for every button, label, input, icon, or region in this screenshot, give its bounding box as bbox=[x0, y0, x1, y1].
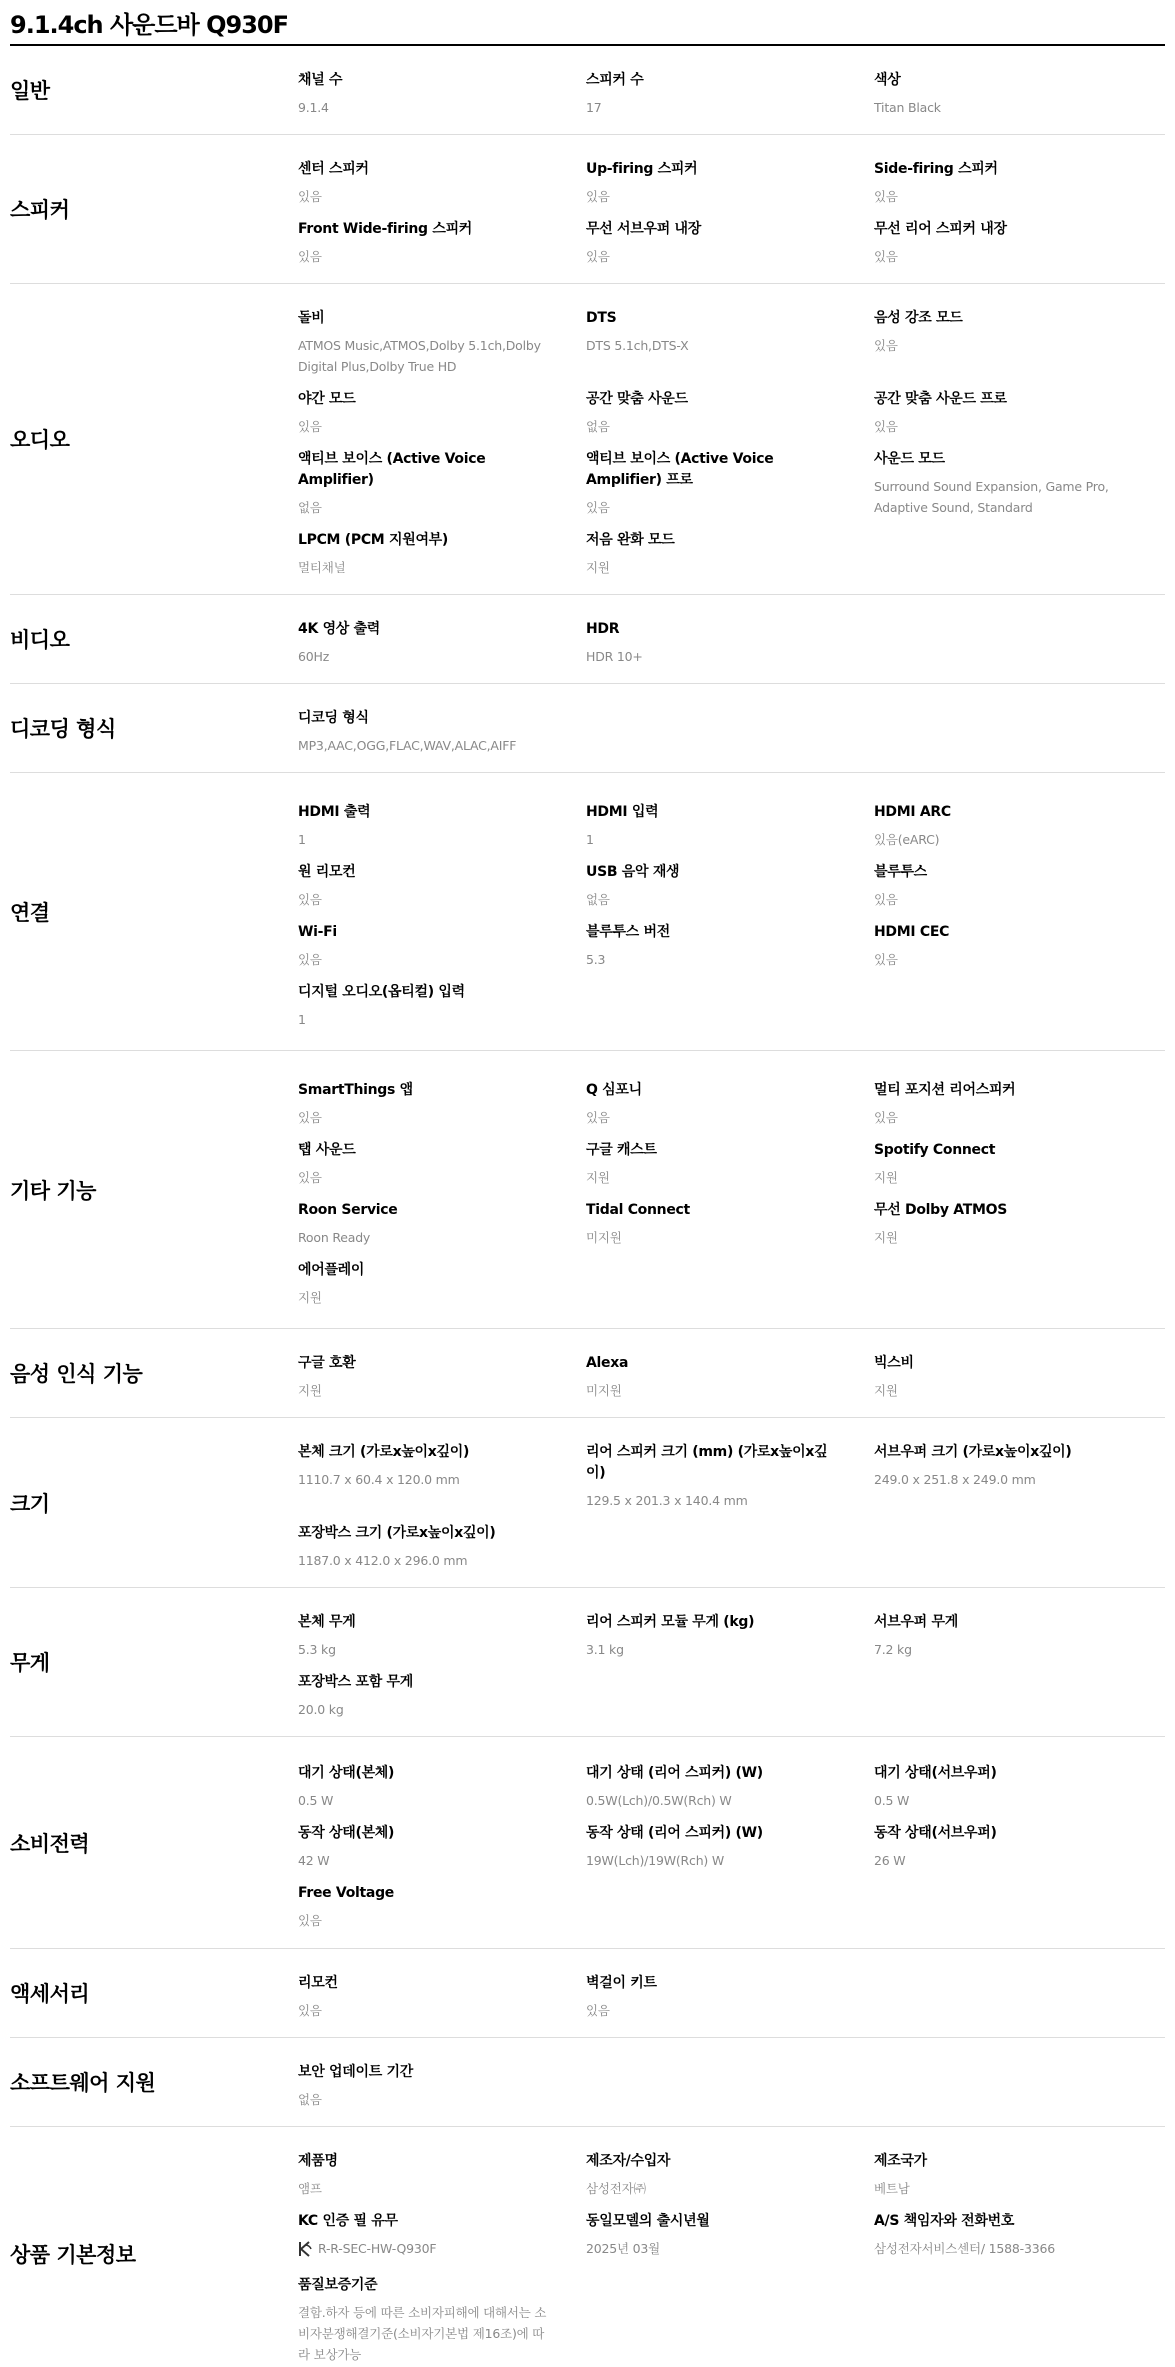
spec-value: 1110.7 x 60.4 x 120.0 mm bbox=[298, 1472, 460, 1487]
section-title: 소프트웨어 지원 bbox=[10, 2071, 156, 2095]
spec-label: HDMI 출력 bbox=[298, 803, 371, 820]
spec-section bbox=[10, 46, 1165, 135]
spec-value: 없음 bbox=[586, 891, 610, 907]
spec-value: 있음 bbox=[298, 1109, 322, 1125]
spec-item bbox=[298, 58, 586, 118]
spec-label: Alexa bbox=[586, 1355, 629, 1371]
spec-item bbox=[874, 1811, 1162, 1871]
spec-label: 무선 서브우퍼 내장 bbox=[586, 221, 701, 237]
spec-label: 동일모델의 출시년월 bbox=[586, 2213, 710, 2229]
spec-value: 있음 bbox=[298, 951, 322, 967]
spec-value: MP3,AAC,OGG,FLAC,WAV,ALAC,AIFF bbox=[298, 738, 517, 753]
spec-item bbox=[874, 1341, 1162, 1401]
spec-value: 없음 bbox=[586, 419, 610, 434]
kc-mark-icon bbox=[298, 2241, 312, 2257]
spec-label: 에어플레이 bbox=[298, 1261, 365, 1278]
spec-item bbox=[586, 377, 874, 437]
spec-item bbox=[298, 377, 586, 437]
spec-label: 동작 상태(서브우퍼) bbox=[874, 1824, 997, 1841]
spec-label: 채널 수 bbox=[298, 72, 343, 88]
spec-value: 지원 bbox=[586, 560, 610, 575]
spec-label: Spotify Connect bbox=[874, 1141, 996, 1158]
spec-value: 있음 bbox=[586, 2003, 610, 2018]
spec-grid bbox=[298, 2127, 1165, 2367]
spec-value: 있음 bbox=[298, 2003, 322, 2018]
spec-section bbox=[10, 1329, 1165, 1418]
spec-item bbox=[298, 437, 586, 518]
spec-value: 지원 bbox=[298, 1383, 322, 1398]
spec-value: 2025년 03월 bbox=[586, 2241, 661, 2256]
spec-item bbox=[874, 296, 1162, 377]
spec-item bbox=[298, 1511, 586, 1571]
spec-label: 보안 업데이트 기간 bbox=[298, 2064, 413, 2080]
spec-label: Q 심포니 bbox=[586, 1081, 642, 1098]
spec-item bbox=[298, 2263, 586, 2365]
spec-value: DTS 5.1ch,DTS-X bbox=[586, 338, 689, 353]
spec-label: 야간 모드 bbox=[298, 391, 356, 407]
spec-item bbox=[586, 1751, 874, 1811]
spec-label: Up-firing 스피커 bbox=[586, 161, 698, 177]
spec-value: 없음 bbox=[298, 500, 322, 515]
spec-section bbox=[10, 684, 1165, 773]
spec-item bbox=[874, 207, 1162, 267]
spec-label: 색상 bbox=[874, 72, 901, 88]
spec-item bbox=[586, 1128, 874, 1188]
spec-item bbox=[298, 296, 586, 377]
spec-item bbox=[874, 437, 1162, 518]
kc-cert-number: R-R-SEC-HW-Q930F bbox=[318, 2241, 437, 2256]
spec-value: 19W(Lch)/19W(Rch) W bbox=[586, 1852, 725, 1868]
spec-value: 있음 bbox=[874, 249, 898, 264]
spec-grid bbox=[298, 1588, 1165, 1736]
spec-item bbox=[586, 1600, 874, 1660]
spec-item bbox=[874, 1430, 1162, 1511]
spec-grid bbox=[298, 46, 1165, 134]
spec-value: 249.0 x 251.8 x 249.0 mm bbox=[874, 1472, 1036, 1487]
spec-value: 20.0 kg bbox=[298, 1702, 344, 1717]
spec-item bbox=[298, 1871, 586, 1931]
spec-item bbox=[298, 2139, 586, 2199]
spec-item bbox=[298, 696, 586, 756]
spec-section bbox=[10, 1588, 1165, 1737]
section-title: 기타 기능 bbox=[10, 1178, 96, 1203]
spec-item bbox=[874, 1128, 1162, 1188]
spec-label: 리모컨 bbox=[298, 1975, 338, 1991]
section-title: 오디오 bbox=[10, 428, 70, 452]
spec-label: 빅스비 bbox=[874, 1355, 914, 1371]
spec-value: 지원 bbox=[874, 1169, 898, 1185]
spec-label: A/S 책임자와 전화번호 bbox=[874, 2213, 1015, 2229]
spec-value: 있음 bbox=[874, 419, 898, 434]
spec-value: 결함.하자 등에 따른 소비자피해에 대해서는 소비자분쟁해결기준(소비자기본법 제16조)에 따라 보상가능 bbox=[298, 2304, 547, 2362]
spec-section bbox=[10, 1949, 1165, 2038]
spec-grid bbox=[298, 1329, 1165, 1417]
spec-label: 사운드 모드 bbox=[874, 451, 945, 467]
spec-grid bbox=[298, 284, 1165, 594]
spec-value: 앰프 bbox=[298, 2181, 322, 2196]
spec-item bbox=[586, 1430, 874, 1511]
spec-grid bbox=[298, 1739, 1165, 1947]
spec-value: 1 bbox=[298, 1011, 306, 1027]
spec-item bbox=[586, 607, 874, 667]
spec-label: 구글 호환 bbox=[298, 1355, 356, 1371]
spec-value: 있음 bbox=[298, 1169, 322, 1185]
spec-label: HDMI 입력 bbox=[586, 803, 659, 820]
spec-label: 본체 무게 bbox=[298, 1614, 356, 1630]
spec-label: 탭 사운드 bbox=[298, 1141, 356, 1158]
section-title: 비디오 bbox=[10, 628, 70, 652]
spec-item bbox=[586, 2139, 874, 2199]
spec-item bbox=[874, 2139, 1162, 2199]
spec-item bbox=[586, 910, 874, 970]
spec-label: 제조국가 bbox=[874, 2153, 927, 2169]
spec-value: 미지원 bbox=[586, 1229, 622, 1245]
spec-label: 액티브 보이스 (Active Voice Amplifier) bbox=[298, 451, 486, 488]
spec-section bbox=[10, 284, 1165, 595]
spec-grid bbox=[298, 135, 1165, 283]
spec-item bbox=[874, 1600, 1162, 1660]
spec-section bbox=[10, 1737, 1165, 1949]
spec-label: 공간 맞춤 사운드 프로 bbox=[874, 391, 1007, 407]
spec-item bbox=[298, 850, 586, 910]
spec-value: 지원 bbox=[586, 1169, 610, 1185]
spec-section bbox=[10, 2127, 1165, 2367]
spec-value: 삼성전자㈜ bbox=[586, 2181, 646, 2196]
spec-item bbox=[298, 790, 586, 850]
spec-label: 디지털 오디오(옵티컬) 입력 bbox=[298, 983, 465, 1000]
section-title: 무게 bbox=[10, 1651, 50, 1675]
spec-label: 센터 스피커 bbox=[298, 161, 369, 177]
section-title: 연결 bbox=[10, 900, 50, 925]
spec-value: 있음 bbox=[298, 419, 322, 434]
spec-value: 있음 bbox=[298, 891, 322, 907]
spec-label: 원 리모컨 bbox=[298, 863, 356, 880]
spec-item bbox=[586, 58, 874, 118]
spec-section bbox=[10, 1051, 1165, 1329]
spec-label: Roon Service bbox=[298, 1201, 398, 1218]
spec-grid bbox=[298, 1949, 1165, 2037]
spec-label: 저음 완화 모드 bbox=[586, 532, 675, 548]
spec-value: 있음 bbox=[298, 189, 322, 204]
spec-item bbox=[298, 1068, 586, 1128]
spec-value: 26 W bbox=[874, 1852, 906, 1868]
spec-value: 5.3 kg bbox=[298, 1642, 336, 1657]
spec-item bbox=[298, 1751, 586, 1811]
spec-value: 129.5 x 201.3 x 140.4 mm bbox=[586, 1493, 748, 1508]
spec-label: 대기 상태(본체) bbox=[298, 1764, 395, 1781]
spec-value: 3.1 kg bbox=[586, 1642, 624, 1657]
spec-value: 1 bbox=[298, 831, 306, 847]
spec-item bbox=[298, 1430, 586, 1511]
spec-item bbox=[586, 1961, 874, 2021]
spec-value: 멀티채널 bbox=[298, 560, 346, 575]
spec-value: 없음 bbox=[298, 2092, 322, 2107]
spec-label: Side-firing 스피커 bbox=[874, 161, 998, 177]
spec-label: 무선 리어 스피커 내장 bbox=[874, 221, 1007, 237]
spec-label: Tidal Connect bbox=[586, 1201, 690, 1218]
spec-value: 지원 bbox=[298, 1289, 322, 1305]
spec-item bbox=[586, 1811, 874, 1871]
spec-grid bbox=[298, 2038, 1165, 2126]
spec-value: 지원 bbox=[874, 1383, 898, 1398]
spec-value: 있음 bbox=[874, 338, 898, 353]
section-title: 디코딩 형식 bbox=[10, 717, 116, 741]
spec-item bbox=[298, 910, 586, 970]
spec-item bbox=[874, 1751, 1162, 1811]
spec-item bbox=[586, 296, 874, 377]
spec-item bbox=[298, 970, 586, 1030]
spec-section bbox=[10, 2038, 1165, 2127]
spec-label: 서브우퍼 무게 bbox=[874, 1614, 958, 1630]
spec-grid bbox=[298, 1418, 1165, 1587]
spec-label: HDMI ARC bbox=[874, 803, 951, 820]
spec-value: 있음 bbox=[874, 951, 898, 967]
spec-item bbox=[298, 1600, 586, 1660]
spec-value: 있음 bbox=[298, 1912, 322, 1928]
spec-label: 포장박스 포함 무게 bbox=[298, 1674, 413, 1690]
spec-label: 블루투스 bbox=[874, 863, 927, 880]
spec-label: 동작 상태 (리어 스피커) (W) bbox=[586, 1824, 763, 1841]
spec-label: 블루투스 버전 bbox=[586, 923, 670, 940]
spec-value: 있음 bbox=[298, 249, 322, 264]
spec-value: Surround Sound Expansion, Game Pro, Adaptive Sound, Standard bbox=[874, 479, 1109, 515]
spec-label: 음성 강조 모드 bbox=[874, 310, 963, 326]
spec-grid bbox=[298, 684, 1165, 772]
spec-label: 멀티 포지션 리어스피커 bbox=[874, 1081, 1016, 1098]
spec-value: 있음 bbox=[586, 500, 610, 515]
spec-section bbox=[10, 1418, 1165, 1588]
spec-value: 지원 bbox=[874, 1229, 898, 1245]
spec-item bbox=[298, 1341, 586, 1401]
spec-value: 60Hz bbox=[298, 649, 330, 664]
spec-section bbox=[10, 773, 1165, 1051]
spec-value: 5.3 bbox=[586, 951, 606, 967]
spec-label: 무선 Dolby ATMOS bbox=[874, 1201, 1007, 1218]
kc-cert bbox=[298, 2238, 436, 2259]
spec-value: 있음 bbox=[586, 249, 610, 264]
spec-label: USB 음악 재생 bbox=[586, 863, 680, 880]
spec-label: 동작 상태(본체) bbox=[298, 1824, 395, 1841]
spec-item bbox=[874, 377, 1162, 437]
spec-item bbox=[586, 790, 874, 850]
spec-item bbox=[874, 147, 1162, 207]
spec-value: 있음 bbox=[586, 1109, 610, 1125]
spec-sections bbox=[10, 46, 1165, 2367]
spec-item bbox=[586, 518, 874, 578]
section-title: 소비전력 bbox=[10, 1831, 90, 1856]
spec-grid bbox=[298, 595, 1165, 683]
spec-item bbox=[586, 1188, 874, 1248]
spec-value: ATMOS Music,ATMOS,Dolby 5.1ch,Dolby Digital Plus,Dolby True HD bbox=[298, 338, 541, 374]
spec-value: 9.1.4 bbox=[298, 100, 329, 115]
spec-item bbox=[874, 2199, 1162, 2263]
spec-label: 대기 상태(서브우퍼) bbox=[874, 1764, 997, 1781]
spec-value: 17 bbox=[586, 100, 602, 115]
spec-value: 있음(eARC) bbox=[874, 831, 940, 847]
spec-item bbox=[874, 850, 1162, 910]
section-title: 액세서리 bbox=[10, 1982, 90, 2006]
spec-label: 벽걸이 키트 bbox=[586, 1975, 657, 1991]
section-title: 일반 bbox=[10, 79, 50, 103]
spec-section bbox=[10, 135, 1165, 284]
spec-value: 7.2 kg bbox=[874, 1642, 912, 1657]
spec-item bbox=[586, 850, 874, 910]
spec-value: 0.5 W bbox=[298, 1792, 334, 1808]
spec-label: Wi-Fi bbox=[298, 923, 337, 940]
spec-item bbox=[298, 2199, 586, 2263]
spec-item bbox=[586, 1341, 874, 1401]
spec-label: 리어 스피커 크기 (mm) (가로x높이x깊이) bbox=[586, 1444, 828, 1481]
spec-value: 42 W bbox=[298, 1852, 330, 1868]
section-title: 상품 기본정보 bbox=[10, 2242, 136, 2267]
spec-item bbox=[298, 1811, 586, 1871]
spec-value: HDR 10+ bbox=[586, 649, 643, 664]
spec-value: 1 bbox=[586, 831, 594, 847]
spec-label: Front Wide-firing 스피커 bbox=[298, 221, 473, 237]
spec-label: 액티브 보이스 (Active Voice Amplifier) 프로 bbox=[586, 451, 774, 488]
spec-item bbox=[298, 607, 586, 667]
spec-label: 서브우퍼 크기 (가로x높이x깊이) bbox=[874, 1444, 1072, 1460]
spec-label: KC 인증 필 유무 bbox=[298, 2213, 398, 2229]
spec-value: 있음 bbox=[586, 189, 610, 204]
spec-label: HDMI CEC bbox=[874, 923, 950, 940]
spec-label: HDR bbox=[586, 621, 620, 637]
spec-item bbox=[298, 518, 586, 578]
spec-item bbox=[586, 1068, 874, 1128]
spec-item bbox=[874, 910, 1162, 970]
spec-label: 공간 맞춤 사운드 bbox=[586, 391, 688, 407]
spec-item bbox=[298, 1248, 586, 1308]
section-title: 음성 인식 기능 bbox=[10, 1362, 143, 1386]
spec-item bbox=[298, 1961, 586, 2021]
spec-label: 4K 영상 출력 bbox=[298, 621, 381, 637]
spec-label: 대기 상태 (리어 스피커) (W) bbox=[586, 1764, 763, 1781]
kc-cert-value bbox=[298, 2238, 550, 2263]
spec-grid bbox=[298, 1056, 1165, 1324]
section-title: 크기 bbox=[10, 1491, 50, 1516]
spec-item bbox=[298, 1188, 586, 1248]
spec-value: 있음 bbox=[874, 891, 898, 907]
spec-item bbox=[586, 207, 874, 267]
spec-value: 있음 bbox=[874, 189, 898, 204]
spec-value: 0.5 W bbox=[874, 1792, 910, 1808]
spec-item bbox=[874, 790, 1162, 850]
spec-value: 0.5W(Lch)/0.5W(Rch) W bbox=[586, 1792, 732, 1808]
spec-item bbox=[874, 58, 1162, 118]
spec-label: 리어 스피커 모듈 무게 (kg) bbox=[586, 1614, 755, 1630]
spec-value: 삼성전자서비스센터/ 1588-3366 bbox=[874, 2241, 1055, 2256]
spec-value: 1187.0 x 412.0 x 296.0 mm bbox=[298, 1553, 468, 1568]
spec-grid bbox=[298, 778, 1165, 1046]
spec-item bbox=[586, 2199, 874, 2263]
spec-item bbox=[298, 1128, 586, 1188]
spec-item bbox=[874, 1068, 1162, 1128]
spec-item bbox=[298, 2050, 586, 2110]
spec-value: 미지원 bbox=[586, 1383, 622, 1398]
spec-item bbox=[298, 1660, 586, 1720]
spec-value: Roon Ready bbox=[298, 1229, 371, 1245]
spec-label: 스피커 수 bbox=[586, 72, 644, 88]
spec-value: Titan Black bbox=[874, 100, 941, 115]
spec-item bbox=[298, 207, 586, 267]
spec-label: 제조자/수입자 bbox=[586, 2153, 671, 2169]
spec-label: 품질보증기준 bbox=[298, 2276, 378, 2293]
spec-label: Free Voltage bbox=[298, 1884, 394, 1901]
spec-value: 있음 bbox=[874, 1109, 898, 1125]
spec-label: 제품명 bbox=[298, 2153, 338, 2169]
spec-item bbox=[298, 147, 586, 207]
spec-section bbox=[10, 595, 1165, 684]
spec-label: 돌비 bbox=[298, 310, 325, 326]
spec-item bbox=[586, 147, 874, 207]
spec-label: 디코딩 형식 bbox=[298, 710, 369, 726]
spec-label: SmartThings 앱 bbox=[298, 1081, 413, 1098]
spec-label: 구글 캐스트 bbox=[586, 1141, 657, 1158]
spec-label: DTS bbox=[586, 310, 617, 326]
spec-item bbox=[586, 437, 874, 518]
spec-label: 포장박스 크기 (가로x높이x깊이) bbox=[298, 1525, 496, 1541]
spec-item bbox=[874, 1188, 1162, 1248]
page-title: 9.1.4ch 사운드바 Q930F bbox=[10, 0, 1165, 46]
spec-label: 본체 크기 (가로x높이x깊이) bbox=[298, 1444, 470, 1460]
spec-label: LPCM (PCM 지원여부) bbox=[298, 532, 448, 548]
section-title: 스피커 bbox=[10, 198, 70, 222]
spec-value: 베트남 bbox=[874, 2181, 910, 2196]
